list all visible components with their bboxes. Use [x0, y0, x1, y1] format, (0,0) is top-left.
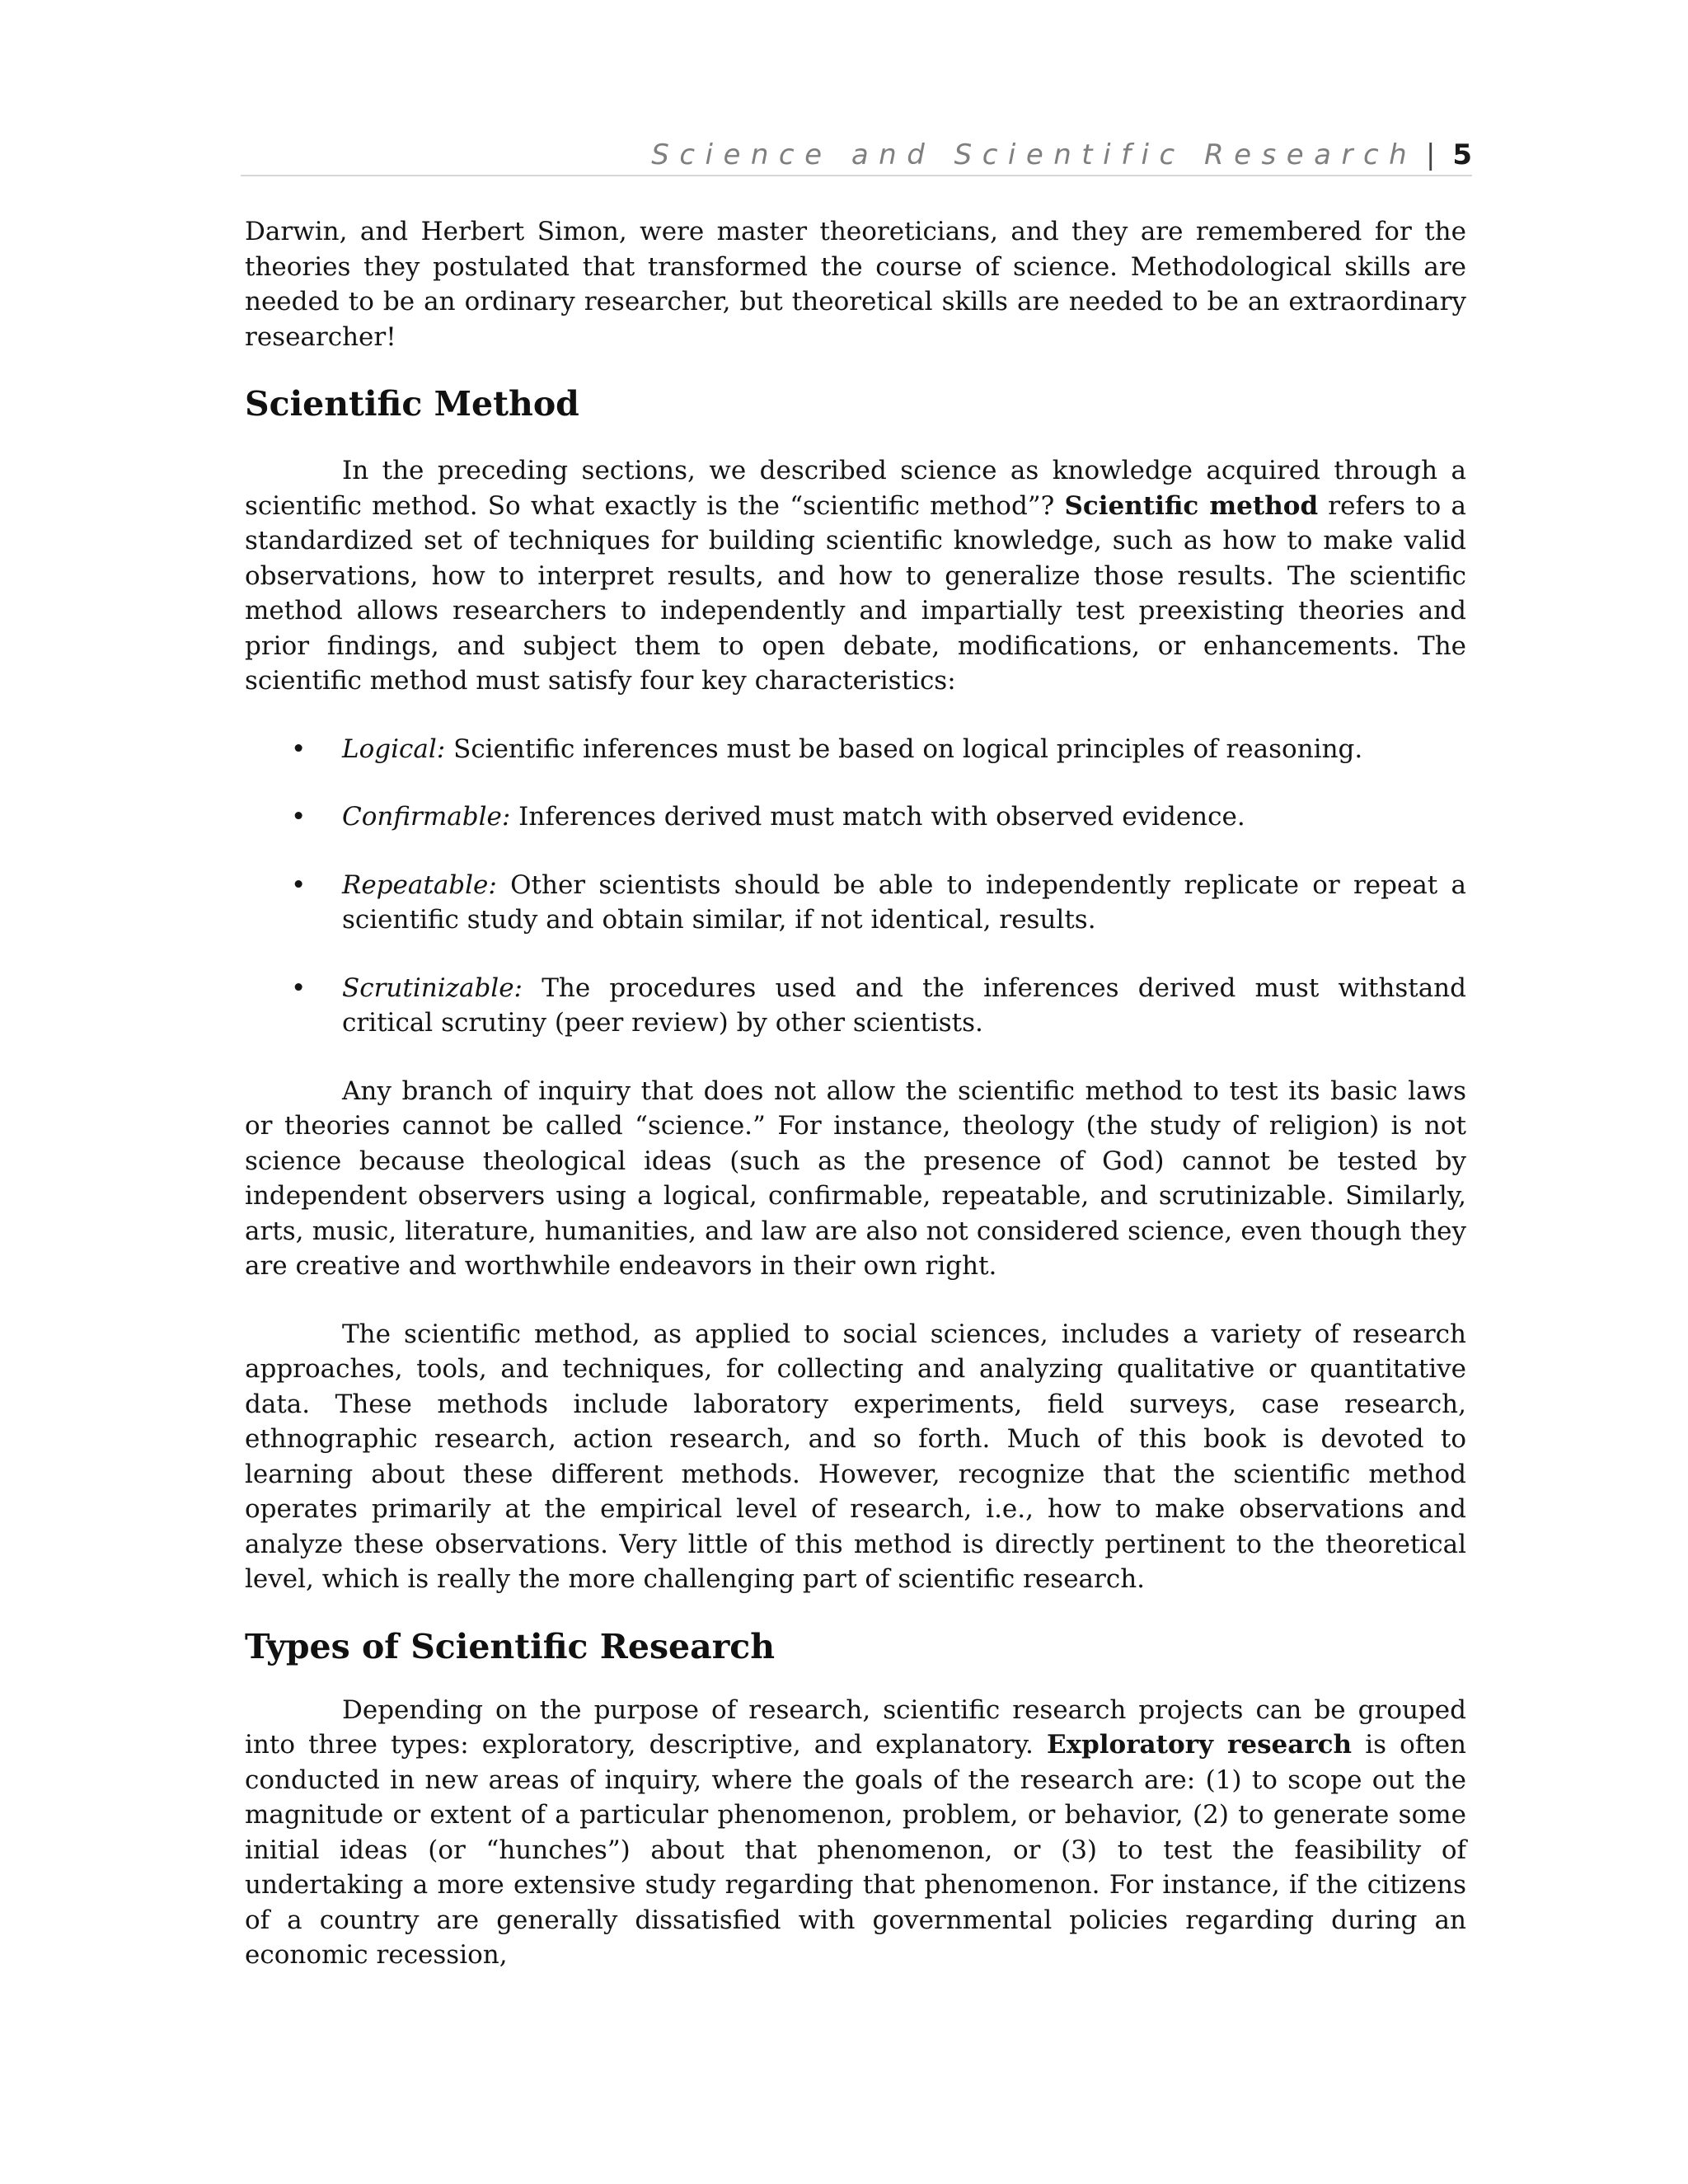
scientific-method-paragraph-3: The scientific method, as applied to social sciences, includes a variety of research approaches, tools, and techniques, for collecting and analyzing qualitative or quantitative data. These methods include laboratory experiments, field surveys, case research, ethnographic research, action research, and so forth. Much of this book is devoted to learning about these different methods. However, recognize that the scientific method operates primarily at the empirical level of research, i.e., how to make observations and analyze these observations. Very little of this method is directly pertinent to the theoretical level, which is really the more challenging part of scientific research. — [245, 1319, 1466, 1594]
characteristics-list — [245, 732, 1466, 1041]
paragraph-text: Depending on the purpose of research, scientific research projects can be grouped into three types: exploratory, descriptive, and explanatory. — [245, 1694, 1466, 1760]
intro-paragraph: Darwin, and Herbert Simon, were master theoreticians, and they are remembered for the theories they postulated that transformed the course of science. Methodological skills are needed to be an ordinary researcher, but theoretical skills are needed to be an extraordinary researcher! — [245, 217, 1466, 352]
list-item-text: The procedures used and the inferences derived must withstand critical scrutiny (peer review) by other scientists. — [342, 972, 1466, 1038]
list-item-scrutinizable — [245, 971, 1466, 1041]
paragraph-text: In the preceding sections, we described science as knowledge acquired through a scientific method. So what exactly is the “scientific method”? — [245, 456, 1466, 521]
running-header-separator: | — [1426, 138, 1436, 171]
types-of-research-paragraph-1 — [245, 1693, 1466, 1973]
list-item-term: Scrutinizable: — [342, 972, 523, 1003]
list-item-confirmable — [245, 799, 1466, 835]
list-item-term: Logical: — [342, 733, 446, 764]
bullet-icon: • — [291, 972, 307, 1003]
bullet-icon: • — [291, 733, 307, 764]
list-item-term: Confirmable: — [342, 802, 511, 832]
list-item-term: Repeatable: — [342, 869, 497, 900]
section-heading-types-of-research: Types of Scientific Research — [245, 1626, 776, 1666]
list-item-logical — [245, 732, 1466, 767]
list-item-text: Inferences derived must match with observed evidence. — [518, 802, 1245, 832]
section-heading-scientific-method: Scientific Method — [245, 384, 579, 424]
paragraph-text: refers to a standardized set of techniques for building scientific knowledge, such as how to make valid observations, how to interpret results, and how to generalize those results. The scientific method allows researchers to independently and impartially test preexisting theories and prior findings, and subject them to open debate, modifications, or enhancements. The scientific method must satisfy four key characteristics: — [245, 490, 1466, 696]
scientific-method-paragraph-1 — [245, 453, 1466, 699]
header-divider — [241, 175, 1472, 176]
running-header — [241, 138, 1472, 171]
list-item-text: Other scientists should be able to independently replicate or repeat a scientific study and obtain similar, if not identical, results. — [342, 869, 1466, 935]
key-term-scientific-method: Scientific method — [1064, 490, 1319, 521]
bullet-icon: • — [291, 869, 307, 900]
key-term-exploratory-research: Exploratory research — [1046, 1730, 1353, 1760]
running-header-title: Science and Scientific Research — [651, 138, 1418, 171]
scientific-method-paragraph-2: Any branch of inquiry that does not allow the scientific method to test its basic laws or theories cannot be called “science.” For instance, theology (the study of religion) is not science because theological ideas (such as the presence of God) cannot be tested by independent observers using a logical, confirmable, repeatable, and scrutinizable. Similarly, arts, music, literature, humanities, and law are also not considered science, even though they are creative and worthwhile endeavors in their own right. — [245, 1076, 1466, 1281]
list-item-text: Scientific inferences must be based on logical principles of reasoning. — [453, 733, 1363, 764]
list-item-repeatable — [245, 868, 1466, 938]
page-content — [245, 214, 1466, 1973]
paragraph-text: is often conducted in new areas of inquiry, where the goals of the research are: (1) to scope out the magnitude or extent of a particular phenomenon, problem, or behavior, (2) to generate some initial ideas (or “hunches”) about that phenomenon, or (3) to test the feasibility of undertaking a more extensive study regarding that phenomenon. For instance, if the citizens of a country are generally dissatisfied with governmental policies regarding during an economic recession, — [245, 1730, 1467, 1970]
bullet-icon: • — [291, 802, 307, 832]
page-number: 5 — [1452, 138, 1472, 171]
